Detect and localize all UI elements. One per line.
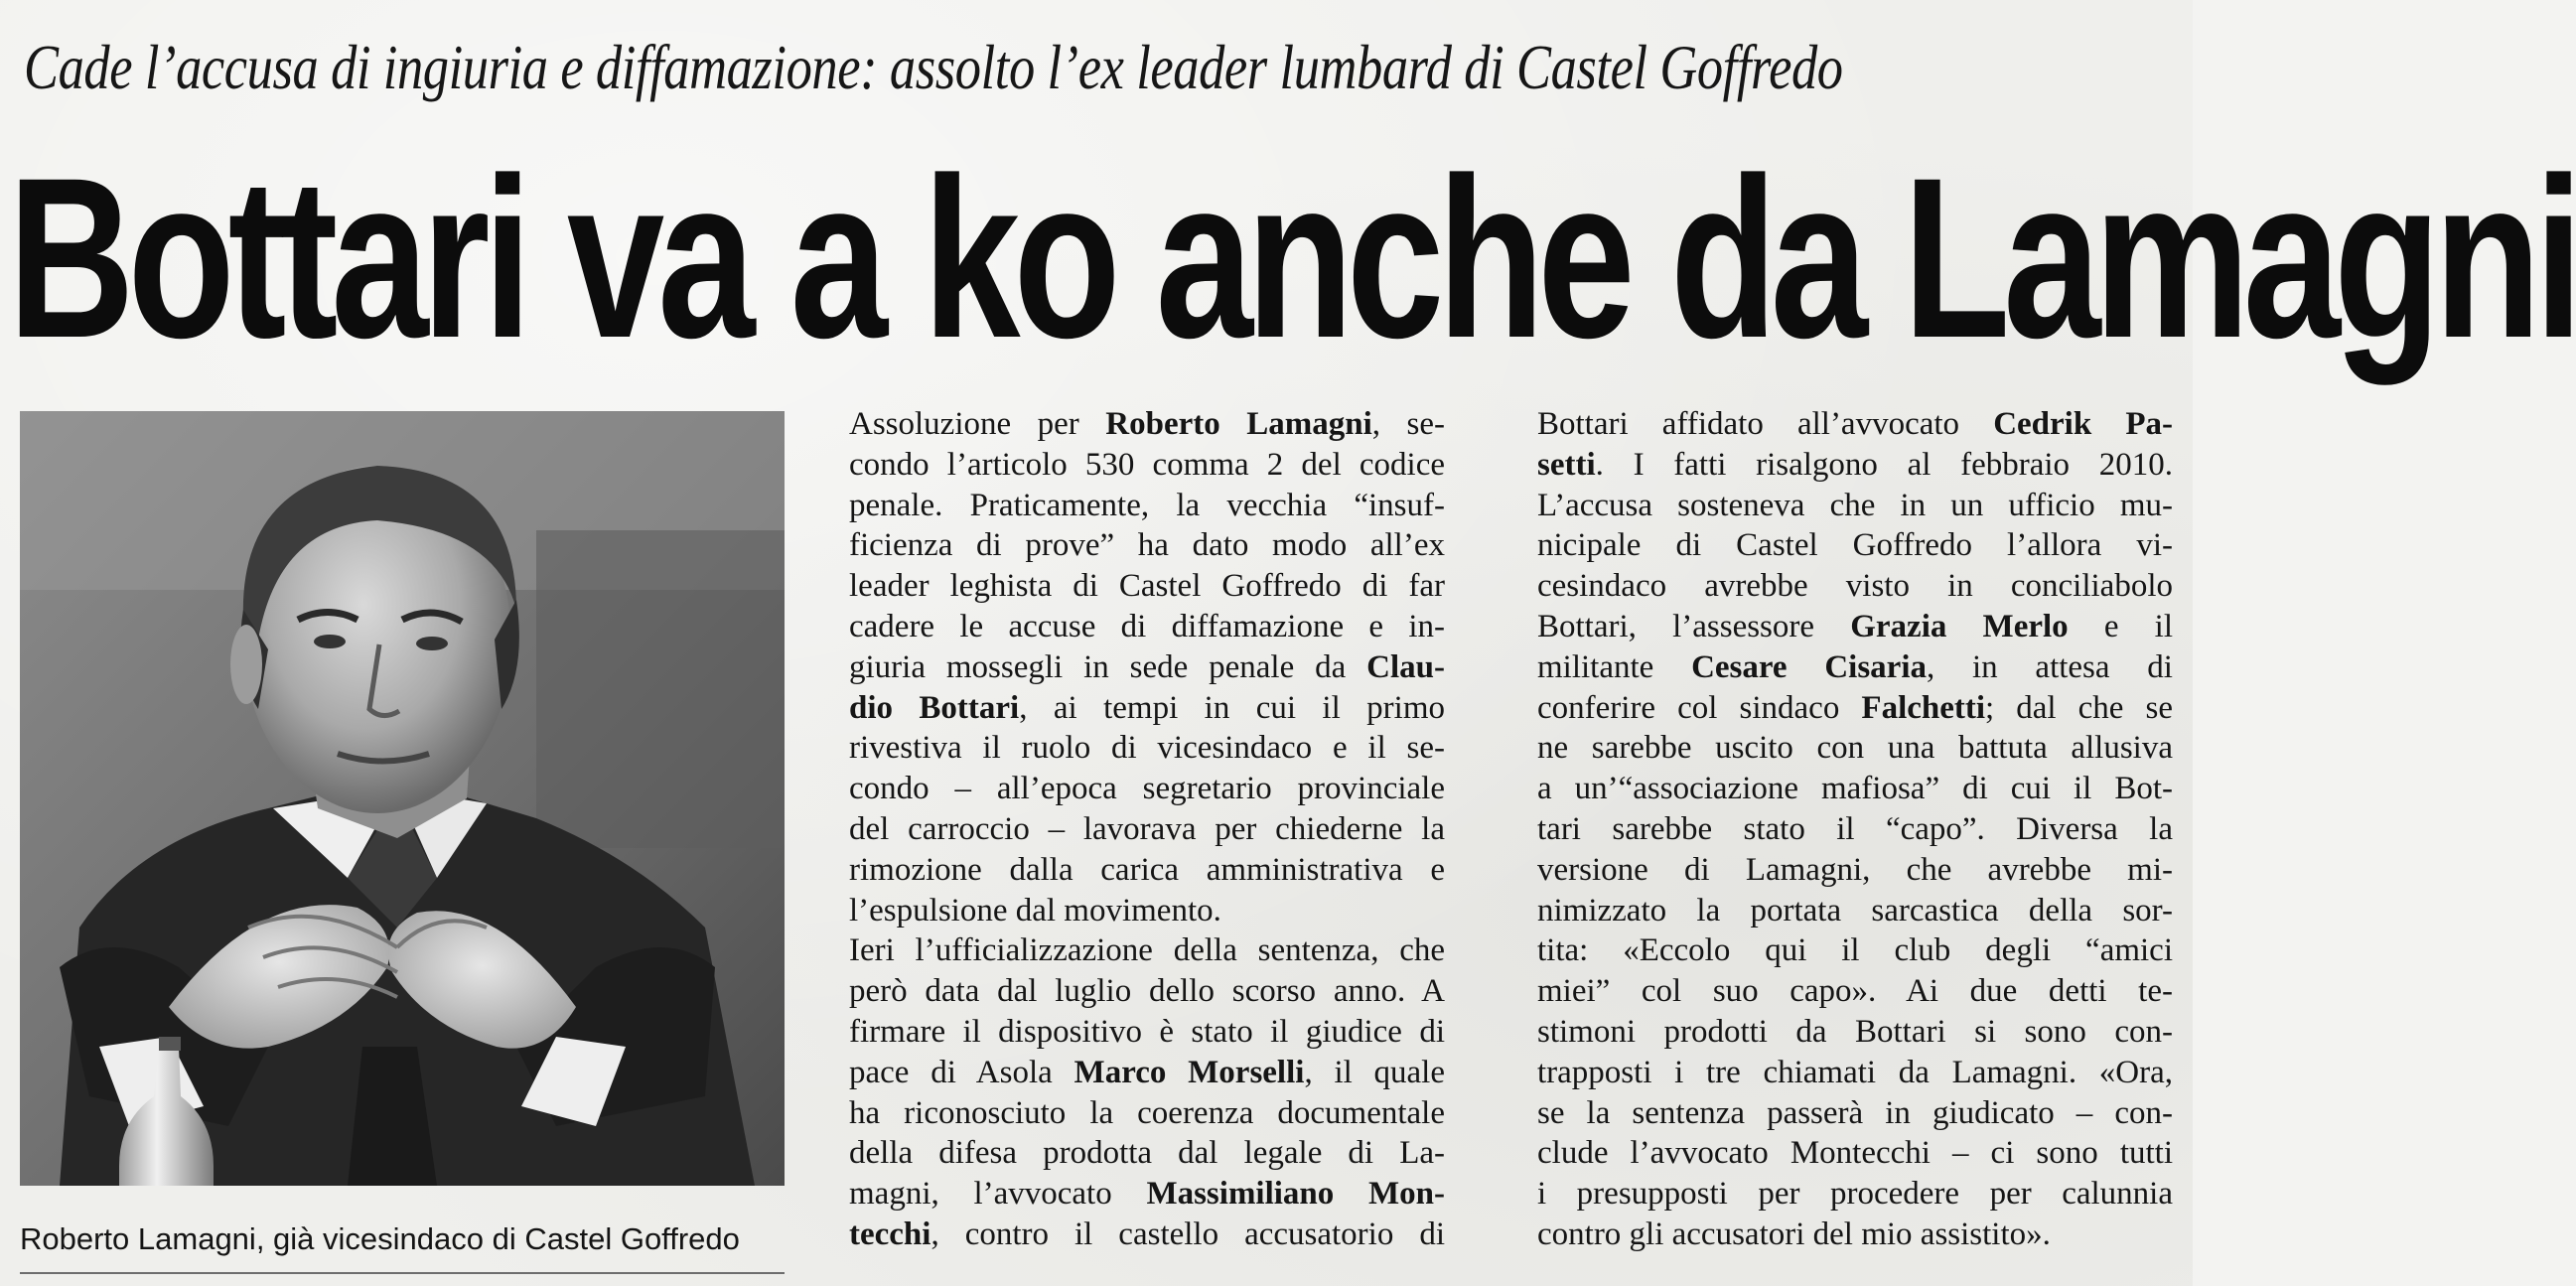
article-text-line (1537, 1093, 2173, 1134)
article-text-line (1537, 1012, 2173, 1053)
article-column-2 (1537, 404, 2173, 1255)
text-run: e il (2068, 608, 2174, 644)
text-run: miei” col suo capo». Ai due detti te- (1537, 973, 2173, 1010)
article-text-line (849, 566, 1445, 607)
text-run: Bottari, l’assessore (1537, 608, 1851, 644)
text-run: però data dal luglio dello scorso anno. A (849, 973, 1445, 1010)
text-run: ne sarebbe uscito con una battuta allusiva (1537, 730, 2173, 767)
article-text-line (1537, 688, 2173, 729)
text-run: militante (1537, 648, 1692, 685)
article-text-line (1537, 930, 2173, 971)
article-text-line (849, 607, 1445, 647)
text-run: L’accusa sosteneva che in un ufficio mu- (1537, 487, 2173, 523)
bold-name-text: Cesare Cisaria (1691, 648, 1927, 685)
article-text-line (849, 930, 1445, 971)
article-text-line (849, 486, 1445, 526)
article-text-line (849, 1053, 1445, 1093)
article-text-line (1537, 525, 2173, 566)
article-photo (20, 411, 785, 1186)
article-text-line (1537, 1174, 2173, 1215)
article-text-line (1537, 607, 2173, 647)
text-run: , se- (1371, 406, 1445, 442)
article-text-line (1537, 1133, 2173, 1174)
article-text-line (849, 1133, 1445, 1174)
bold-name-text: tecchi (849, 1215, 931, 1252)
text-run: trapposti i tre chiamati da Lamagni. «Ora, (1537, 1054, 2173, 1090)
text-run: condo l’articolo 530 comma 2 del codice (849, 446, 1445, 483)
article-text-line (849, 891, 1445, 931)
text-run: , il quale (1304, 1054, 1445, 1090)
kicker-subheadline: Cade l’accusa di ingiuria e diffamazione: assolto l’ex leader lumbard di Castel Goffredo (24, 32, 1843, 102)
article-text-line (849, 445, 1445, 486)
text-run: . I fatti risalgono al febbraio 2010. (1595, 446, 2173, 483)
text-run: clude l’avvocato Montecchi – ci sono tutti (1537, 1135, 2173, 1172)
article-text-line (849, 850, 1445, 891)
text-run: cesindaco avrebbe visto in conciliabolo (1537, 568, 2173, 605)
text-run: condo – all’epoca segretario provinciale (849, 771, 1445, 807)
text-run: della difesa prodotta dal legale di La- (849, 1135, 1445, 1172)
text-run: , ai tempi in cui il primo (1019, 689, 1445, 726)
article-text-line (849, 728, 1445, 769)
text-run: cadere le accuse di diffamazione e in- (849, 608, 1445, 644)
article-text-line (1537, 971, 2173, 1012)
bold-name-text: Massimiliano Mon- (1146, 1176, 1445, 1213)
text-run: rimozione dalla carica amministrativa e (849, 851, 1445, 888)
article-text-line (849, 1174, 1445, 1215)
text-run: se la sentenza passerà in giudicato – con- (1537, 1094, 2173, 1131)
article-column-1 (849, 404, 1445, 1255)
text-run: versione di Lamagni, che avrebbe mi- (1537, 851, 2173, 888)
text-run: Assoluzione per (849, 406, 1106, 442)
article-text-line (1537, 486, 2173, 526)
bold-name-text: Marco Morselli (1073, 1054, 1305, 1090)
bold-name-text: dio Bottari (849, 689, 1020, 726)
article-text-line (849, 769, 1445, 809)
text-run: l’espulsione dal movimento. (849, 892, 1221, 929)
bold-name-text: Grazia Merlo (1850, 608, 2069, 644)
text-run: firmare il dispositivo è stato il giudice di (849, 1013, 1445, 1050)
article-text-line (849, 971, 1445, 1012)
text-run: leader leghista di Castel Goffredo di far (849, 568, 1445, 605)
text-run: penale. Praticamente, la vecchia “insuf- (849, 487, 1445, 523)
text-run: pace di Asola (849, 1054, 1074, 1090)
photo-caption: Roberto Lamagni, già vicesindaco di Castel Goffredo (20, 1221, 740, 1256)
article-text-line (1537, 1053, 2173, 1093)
article-text-line (849, 1215, 1445, 1255)
bold-name-text: Cedrik Pa- (1993, 406, 2173, 442)
text-run: nimizzato la portata sarcastica della sor- (1537, 892, 2173, 929)
portrait-photo-illustration (20, 411, 785, 1186)
text-run: rivestiva il ruolo di vicesindaco e il se- (849, 730, 1445, 767)
article-text-line (1537, 566, 2173, 607)
bold-name-text: Falchetti (1861, 689, 1986, 726)
article-text-line (849, 525, 1445, 566)
text-run: ficienza di prove” ha dato modo all’ex (849, 527, 1445, 564)
article-text-line (1537, 647, 2173, 688)
article-text-line (849, 809, 1445, 850)
bold-name-text: Roberto Lamagni (1105, 406, 1372, 442)
article-text-line (849, 688, 1445, 729)
article-text-line (849, 647, 1445, 688)
text-run: magni, l’avvocato (849, 1176, 1147, 1213)
text-run: giuria mossegli in sede penale da (849, 648, 1367, 685)
text-run: tita: «Eccolo qui il club degli “amici (1537, 932, 2173, 969)
text-run: stimoni prodotti da Bottari si sono con- (1537, 1013, 2173, 1050)
article-text-line (1537, 850, 2173, 891)
text-run: , in attesa di (1927, 648, 2173, 685)
article-text-line (1537, 809, 2173, 850)
article-text-line (849, 404, 1445, 445)
article-text-line (1537, 769, 2173, 809)
text-run: Bottari affidato all’avvocato (1537, 406, 1994, 442)
main-headline: Bottari va a ko anche da Lamagni (8, 130, 2576, 385)
text-run: Ieri l’ufficializzazione della sentenza, che (849, 932, 1445, 969)
text-run: i presupposti per procedere per calunnia (1537, 1176, 2173, 1213)
article-text-line (1537, 1215, 2173, 1255)
text-run: ha riconosciuto la coerenza documentale (849, 1094, 1445, 1131)
text-run: conferire col sindaco (1537, 689, 1862, 726)
text-run: , contro il castello accusatorio di (930, 1215, 1445, 1252)
article-text-line (849, 1093, 1445, 1134)
bold-name-text: setti (1537, 446, 1596, 483)
caption-divider (20, 1272, 785, 1274)
text-run: tari sarebbe stato il “capo”. Diversa la (1537, 810, 2173, 847)
text-run: ; dal che se (1985, 689, 2173, 726)
article-text-line (1537, 891, 2173, 931)
article-text-line (849, 1012, 1445, 1053)
article-text-line (1537, 445, 2173, 486)
text-run: del carroccio – lavorava per chiederne la (849, 810, 1445, 847)
text-run: contro gli accusatori del mio assistito». (1537, 1215, 2051, 1252)
text-run: a un’“associazione mafiosa” di cui il Bot- (1537, 771, 2173, 807)
article-text-line (1537, 404, 2173, 445)
article-text-line (1537, 728, 2173, 769)
text-run: nicipale di Castel Goffredo l’allora vi- (1537, 527, 2173, 564)
bold-name-text: Clau- (1366, 648, 1445, 685)
